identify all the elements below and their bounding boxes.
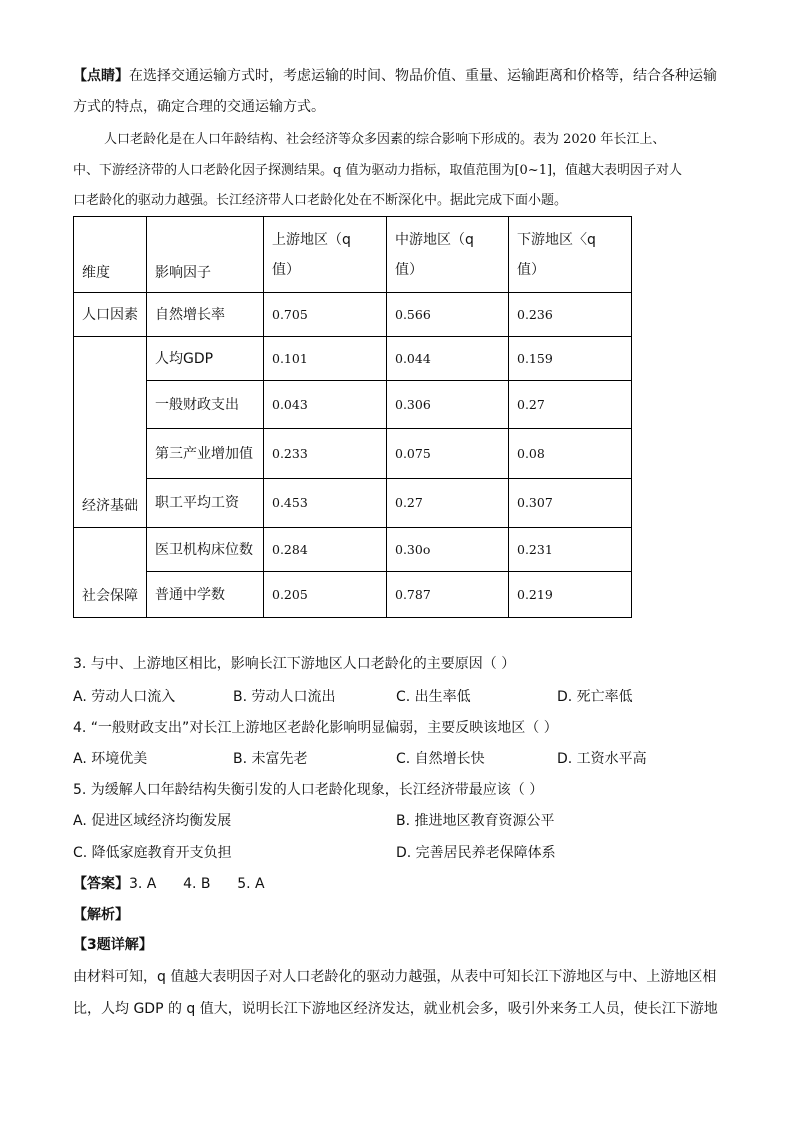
- header-upstream: 上游地区（q 值）: [264, 217, 387, 293]
- question-3-option-a: A. 劳动人口流入: [73, 689, 176, 705]
- table-row: [74, 429, 632, 479]
- header-factor: 影响因子: [147, 217, 264, 293]
- value-midstream: 0.306: [387, 381, 509, 429]
- value-midstream: 0.075: [387, 429, 509, 479]
- value-downstream: 0.08: [509, 429, 632, 479]
- intro-text-1: 在选择交通运输方式时，考虑运输的时间、物品价值、重量、运输距离和价格等，结合各种运输: [129, 68, 717, 84]
- value-upstream: 0.101: [264, 337, 387, 381]
- factor-cell: 职工平均工资: [147, 479, 264, 528]
- value-upstream: 0.453: [264, 479, 387, 528]
- question-3-option-d: D. 死亡率低: [557, 689, 633, 705]
- factor-cell: 医卫机构床位数: [147, 528, 264, 572]
- factor-cell: 一般财政支出: [147, 381, 264, 429]
- material-line-3: 口老龄化的驱动力越强。长江经济带人口老龄化处在不断深化中。据此完成下面小题。: [73, 193, 568, 208]
- question-5-stem: 5. 为缓解人口年龄结构失衡引发的人口老龄化现象，长江经济带最应该（ ）: [73, 782, 544, 798]
- value-midstream: 0.787: [387, 572, 509, 618]
- header-downstream: 下游地区〈q 值）: [509, 217, 632, 293]
- answer-text: 3. A 4. B 5. A: [129, 876, 265, 892]
- table-row: [74, 337, 632, 381]
- value-upstream: 0.205: [264, 572, 387, 618]
- table-row: [74, 479, 632, 528]
- intro-line-1: [73, 66, 717, 86]
- question-4-option-c: C. 自然增长快: [396, 751, 485, 767]
- question-5-option-c: C. 降低家庭教育开支负担: [73, 845, 232, 861]
- question-5-option-a: A. 促进区域经济均衡发展: [73, 813, 232, 829]
- table-row: [74, 572, 632, 618]
- dimension-security: 社会保障: [74, 528, 147, 618]
- question-5-option-b: B. 推进地区教育资源公平: [396, 813, 555, 829]
- value-midstream: 0.30o: [387, 528, 509, 572]
- value-downstream: 0.236: [509, 293, 632, 337]
- value-midstream: 0.566: [387, 293, 509, 337]
- value-upstream: 0.043: [264, 381, 387, 429]
- table-row: [74, 293, 632, 337]
- intro-line-2: 方式的特点，确定合理的交通运输方式。: [73, 99, 325, 115]
- analysis-line-2: 比，人均 GDP 的 q 值大，说明长江下游地区经济发达，就业机会多，吸引外来务工人员，使长江下游地: [73, 1001, 718, 1017]
- table-row: [74, 381, 632, 429]
- value-downstream: 0.231: [509, 528, 632, 572]
- question-4-option-b: B. 未富先老: [233, 751, 308, 767]
- answer-line: [73, 874, 265, 894]
- value-downstream: 0.219: [509, 572, 632, 618]
- answer-tag: 【答案】: [73, 876, 129, 892]
- factor-table: [73, 216, 632, 618]
- header-midstream: 中游地区（q 值）: [387, 217, 509, 293]
- value-upstream: 0.284: [264, 528, 387, 572]
- question-3-option-b: B. 劳动人口流出: [233, 689, 336, 705]
- factor-cell: 第三产业增加值: [147, 429, 264, 479]
- table-header-row: [74, 217, 632, 293]
- value-upstream: 0.705: [264, 293, 387, 337]
- value-upstream: 0.233: [264, 429, 387, 479]
- analysis-subtag: 【3题详解】: [73, 937, 153, 953]
- material-line-1: 人口老龄化是在人口年龄结构、社会经济等众多因素的综合影响下形成的。表为 2020 年长江上、: [104, 132, 666, 147]
- factor-cell: 自然增长率: [147, 293, 264, 337]
- question-4-option-d: D. 工资水平高: [557, 751, 647, 767]
- analysis-tag: 【解析】: [73, 907, 129, 923]
- intro-tag: 【点睛】: [73, 68, 129, 84]
- dimension-population: 人口因素: [74, 293, 147, 337]
- header-dimension: 维度: [74, 217, 147, 293]
- material-line-2: 中、下游经济带的人口老龄化因子探测结果。q 值为驱动力指标，取值范围为[0~1]，值越大表明因子对人: [73, 163, 683, 178]
- factor-cell: 人均GDP: [147, 337, 264, 381]
- question-3-option-c: C. 出生率低: [396, 689, 471, 705]
- analysis-line-1: 由材料可知，q 值越大表明因子对人口老龄化的驱动力越强，从表中可知长江下游地区与中、上游地区相: [73, 969, 717, 985]
- dimension-economy: 经济基础: [74, 337, 147, 528]
- factor-cell: 普通中学数: [147, 572, 264, 618]
- value-downstream: 0.307: [509, 479, 632, 528]
- value-downstream: 0.159: [509, 337, 632, 381]
- question-3-stem: 3. 与中、上游地区相比，影响长江下游地区人口老龄化的主要原因（ ）: [73, 656, 516, 672]
- value-downstream: 0.27: [509, 381, 632, 429]
- value-midstream: 0.27: [387, 479, 509, 528]
- question-4-stem: 4. “一般财政支出”对长江上游地区老龄化影响明显偏弱，主要反映该地区（ ）: [73, 720, 558, 736]
- value-midstream: 0.044: [387, 337, 509, 381]
- question-5-option-d: D. 完善居民养老保障体系: [396, 845, 556, 861]
- question-4-option-a: A. 环境优美: [73, 751, 148, 767]
- table-row: [74, 528, 632, 572]
